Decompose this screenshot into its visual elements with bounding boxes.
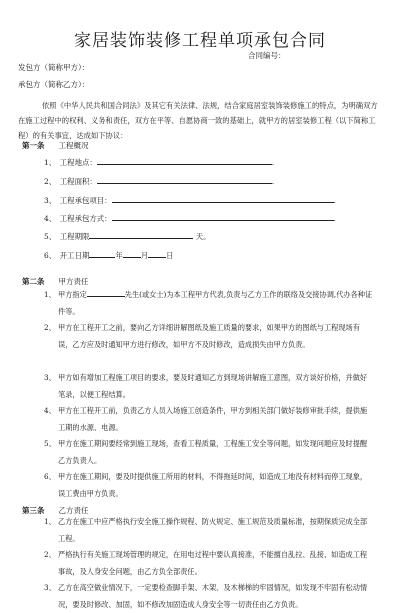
item-number: 3、 (44, 373, 56, 382)
field-label: 6、 开工日期 (44, 251, 90, 260)
month-unit: 月 (140, 251, 149, 260)
fill-line (97, 156, 272, 165)
fill-line (89, 230, 193, 239)
day-unit: 日 (166, 251, 174, 260)
field-contract-items: 3、 工程承包项目： . (44, 196, 336, 205)
days-unit: 天。 (195, 232, 211, 241)
item-text: 甲方如有增加工程施工项目的要求，要及时通知乙方到现场讲解施工意图，双方谈好价格，并做好笔录，以便工程结算。 (58, 373, 368, 399)
fill-line (112, 194, 334, 203)
fill-line (97, 175, 272, 184)
item-text: 先生(或女士)为本工程甲方代表,负责与乙方工作的联络及交接协调,代办各种证件等。 (58, 290, 373, 316)
section-2-item-1 (44, 287, 374, 320)
item-prefix: 甲方指定 (58, 290, 87, 299)
party-a-label: 发包方（简称甲方）： (18, 63, 90, 72)
field-label: 3、 工程承包项目： (44, 196, 112, 205)
day-line (148, 249, 166, 258)
field-start-date (44, 249, 174, 261)
section-2-item-5 (44, 436, 374, 469)
party-b-label: 承包方（简称乙方）： (18, 80, 90, 89)
section-2-item-6 (44, 469, 374, 502)
section-3-item-3 (44, 580, 374, 613)
section-1-heading (22, 140, 89, 151)
section-2-item-3 (44, 370, 374, 403)
field-project-duration (44, 230, 211, 242)
contract-title: 家居装饰装修工程单项承包合同 (74, 31, 326, 51)
section-2-heading (22, 276, 89, 287)
field-label: 4、 工程承包方式： (44, 214, 112, 223)
item-number: 2、 (44, 550, 56, 559)
contract-number-label: 合同编号： (248, 51, 286, 60)
year-unit: 年 (115, 251, 123, 260)
section-3-title: 乙方责任 (58, 506, 89, 515)
field-project-location: 1、 工程地点： . (44, 158, 275, 167)
item-text: 甲方在工程开工前，负责乙方人员入场施工创造条件，甲方到相关部门做好装修审批手续，提供施工期的水源、电源。 (58, 406, 368, 432)
section-2-item-4 (44, 403, 374, 436)
representative-fill-line (87, 288, 125, 297)
field-contract-method: 4、 工程承包方式： . (44, 214, 336, 223)
section-3-item-1 (44, 514, 374, 547)
item-number: 1、 (44, 517, 56, 526)
field-project-area: 2、 工程面积： . (44, 177, 275, 186)
item-text: 乙方在高空做业情况下，一定要检查脚手架、木架、及木梯梯的牢固情况，如发现不牢固有松动情况，要及时修改、加固，如不修改加固造成人身安全等一切责任由乙方负责。 (58, 583, 368, 609)
field-label: 2、 工程面积： (44, 177, 97, 186)
section-2-item-2 (44, 320, 374, 353)
month-line (123, 249, 141, 258)
item-number: 5、 (44, 439, 56, 448)
section-1-label: 第一条 (22, 141, 45, 150)
section-2-title: 甲方责任 (58, 277, 89, 286)
section-2-label: 第二条 (22, 277, 45, 286)
field-label: 1、 工程地点： (44, 158, 97, 167)
item-text: 乙方在施工中应严格执行安全施工操作规程、防火规定、施工规范及质量标准，按期保质完成全部工程。 (58, 517, 368, 543)
item-text: 严格执行有关施工现场管理的规定，在用电过程中要认真接准，不能擅自乱拉、乱接、如造成工程事故，及人身安全问题，由乙方负全部责任。 (58, 550, 368, 576)
year-line (89, 249, 115, 258)
item-text: 甲方在施工期间，要及时提供施工所用的材料，不得拖延时间，如造成工地没有材料而停工现象，误工费由甲方负责。 (58, 472, 368, 498)
item-number: 3、 (44, 583, 56, 592)
intro-text: 依照《中华人民共和国合同法》及其它有关法律、法规，结合家庭居室装饰装修施工的特点，为明确双方在施工过程中的权利、义务和责任，双方在平等、自愿协商一致的基础上，就甲方的居室装修工程（以下简称工程）的有关事宜，达成如下协议： (18, 101, 378, 140)
section-3-label: 第三条 (22, 506, 45, 515)
item-number: 4、 (44, 406, 56, 415)
section-1-title: 工程概况 (58, 141, 89, 150)
item-number: 2、 (44, 323, 56, 332)
field-label: 5、 工程期限 (44, 232, 90, 241)
item-text: 甲方在施工期间要经常到施工现场，查看工程质量，工程施工安全等问题，如发现问题应及时提醒乙方负责人。 (58, 439, 368, 465)
item-number: 1、 (44, 290, 56, 299)
item-text: 甲方在工程开工之前，要向乙方详细讲解图纸及施工质量的要求，如果甲方的图纸与工程现场有误，乙方应及时通知甲方进行修改，如甲方不及时修改，造成损失由甲方负责。 (58, 323, 360, 349)
section-3-item-2 (44, 547, 374, 580)
fill-line (112, 212, 334, 221)
intro-paragraph (18, 98, 384, 143)
item-number: 6、 (44, 472, 56, 481)
